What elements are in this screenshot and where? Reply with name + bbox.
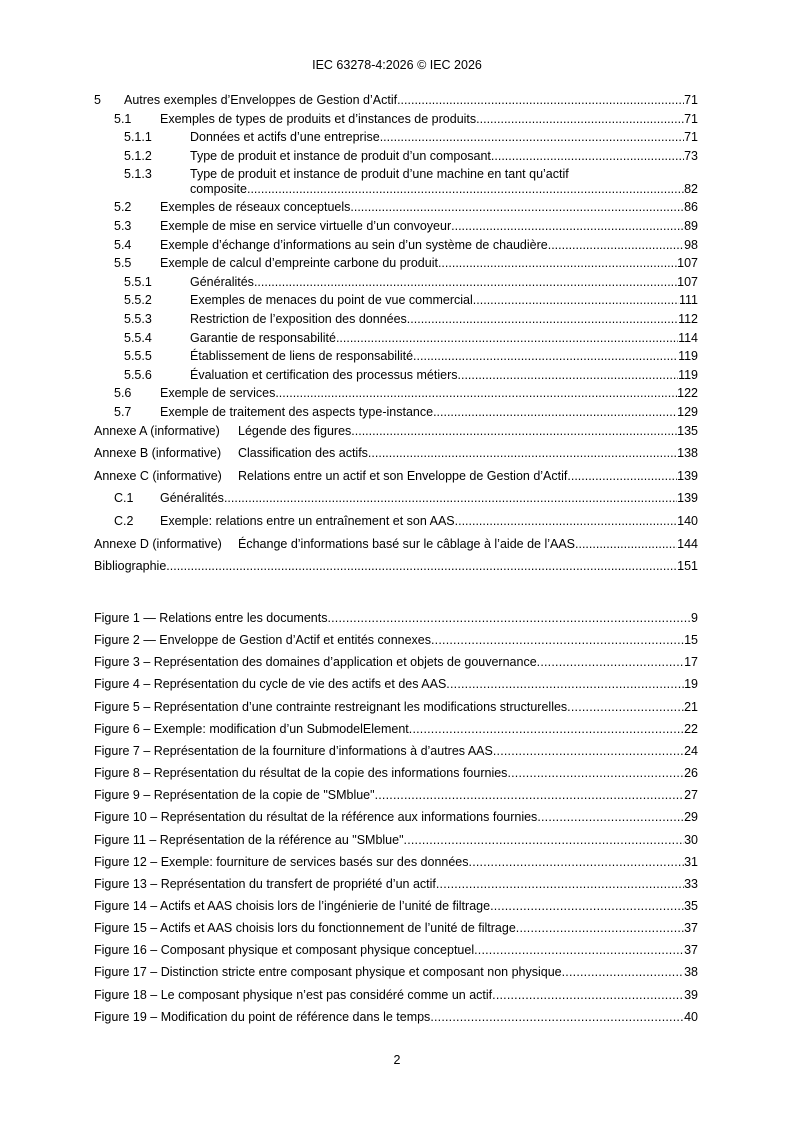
toc-entry-page: 151 (677, 559, 698, 574)
toc-entry-page: 86 (684, 200, 698, 215)
toc-entry-page: 144 (677, 536, 698, 551)
toc-entry-title: Exemple de mise en service virtuelle d’un convoyeur (160, 219, 452, 233)
figure-entry[interactable] (94, 766, 698, 781)
toc-entry[interactable] (94, 559, 698, 574)
toc-entry-page: 138 (677, 446, 698, 461)
toc-leader-dots (433, 405, 677, 420)
toc-entry-title: Relations entre un actif et son Enveloppe de Gestion d’Actif (238, 468, 568, 483)
toc-entry[interactable] (94, 275, 698, 290)
toc-entry[interactable] (94, 349, 698, 364)
toc-entry[interactable] (94, 93, 698, 108)
toc-entry[interactable] (94, 368, 698, 383)
figure-leader-dots (409, 722, 684, 737)
figure-entry[interactable] (94, 899, 698, 914)
figure-entry-title: Figure 13 – Représentation du transfert de propriété d’un actif (94, 876, 436, 891)
figure-leader-dots (537, 810, 684, 825)
toc-entry-title: Exemples de types de produits et d’instances de produits (160, 111, 477, 126)
figure-entry-title: Figure 5 – Représentation d’une contrainte restreignant les modifications structurelles (94, 699, 568, 714)
toc-entry-page: 140 (677, 514, 698, 528)
figure-entry[interactable] (94, 633, 698, 648)
toc-entry-number: Annexe B (informative) (94, 446, 222, 461)
figure-entry-title: Figure 16 – Composant physique et composant physique conceptuel (94, 943, 475, 958)
toc-entry-page: 119 (678, 367, 698, 382)
figure-entry[interactable] (94, 722, 698, 737)
toc-entry[interactable] (94, 537, 698, 552)
toc-entry-number: 5.2 (114, 200, 132, 215)
toc-entry-title: Légende des figures (238, 423, 352, 438)
toc-entry-number: 5.6 (114, 386, 132, 401)
toc-entry-page: 107 (677, 274, 698, 289)
figure-entry[interactable] (94, 943, 698, 958)
toc-entry-title: Type de produit et instance de produit d’une machine en tant qu’actif (190, 167, 569, 182)
figure-entry-title: Figure 3 – Représentation des domaines d’application et objets de gouvernance (94, 655, 537, 670)
figure-entry-title: Figure 9 – Représentation de la copie de "SMblue" (94, 788, 375, 803)
toc-leader-dots (336, 331, 678, 346)
toc-leader-dots (458, 368, 679, 383)
figure-entry-title: Figure 14 – Actifs et AAS choisis lors de l’ingénierie de l’unité de filtrage (94, 898, 491, 913)
toc-leader-dots (491, 149, 684, 164)
toc-entry-title: Généralités (190, 274, 254, 289)
figure-leader-dots (492, 988, 684, 1003)
figure-entry[interactable] (94, 611, 698, 626)
figure-leader-dots (507, 766, 684, 781)
toc-entry[interactable] (94, 312, 698, 327)
toc-entry[interactable] (94, 424, 698, 439)
toc-entry[interactable] (94, 149, 698, 164)
toc-entry-page: 122 (677, 386, 698, 401)
figure-entry-page: 22 (684, 721, 698, 736)
figure-entry-title: Figure 6 – Exemple: modification d’un SubmodelElement (94, 721, 409, 736)
toc-entry-number: Annexe C (informative) (94, 468, 222, 483)
toc-entry-title: Exemple de calcul d’empreinte carbone du produit (160, 256, 438, 271)
toc-leader-dots (224, 491, 677, 506)
figure-entry-title: Figure 17 – Distinction stricte entre composant physique et composant non physique (94, 965, 562, 980)
figure-entry-title: Figure 2 — Enveloppe de Gestion d’Actif et entités connexes (94, 633, 431, 648)
toc-entry-page: 139 (677, 491, 698, 506)
toc-leader-dots (275, 386, 677, 401)
toc-entry-title: Établissement de liens de responsabilité (190, 349, 414, 364)
toc-entry-title: Données et actifs d’une entreprise (190, 130, 380, 145)
figure-leader-dots (567, 700, 684, 715)
toc-entry-number: 5.3 (114, 219, 132, 233)
toc-entry-number: 5.1.1 (124, 130, 152, 145)
toc-leader-dots (350, 200, 684, 215)
figure-leader-dots (430, 1010, 684, 1025)
figure-leader-dots (562, 965, 684, 980)
figure-leader-dots (474, 943, 684, 958)
toc-entry[interactable] (94, 446, 698, 461)
toc-entry[interactable] (94, 112, 698, 127)
toc-entry-title: Exemple: relations entre un entraînement et son AAS (160, 514, 455, 528)
toc-entry-title: Généralités (160, 491, 224, 506)
toc-entry[interactable] (94, 491, 698, 506)
toc-entry[interactable] (94, 238, 698, 253)
figure-entry[interactable] (94, 833, 698, 848)
figure-entry-page: 38 (684, 965, 698, 980)
toc-entry[interactable] (94, 469, 698, 484)
toc-entry-page: 71 (684, 111, 698, 126)
toc-entry-title: Exemple d’échange d’informations au sein d’un système de chaudière (160, 237, 548, 252)
toc-entry[interactable] (94, 331, 698, 346)
toc-leader-dots (351, 424, 677, 439)
figure-entry-page: 21 (684, 699, 698, 714)
toc-leader-dots (380, 130, 684, 145)
toc-entry-title: Restriction de l’exposition des données (190, 312, 407, 326)
page-number: 2 (393, 1053, 401, 1067)
toc-entry-number: 5.5.5 (124, 349, 152, 364)
figure-entry-page: 40 (684, 1009, 698, 1024)
page-header: IEC 63278-4:2026 © IEC 2026 (312, 58, 482, 72)
toc-leader-dots (397, 93, 684, 108)
toc-entry-title-continued: composite (190, 182, 247, 197)
figure-leader-dots (537, 655, 684, 670)
toc-entry-page: 82 (684, 182, 698, 197)
figure-leader-dots (490, 899, 684, 914)
toc-entry[interactable] (94, 293, 698, 308)
figure-entry-title: Figure 4 – Représentation du cycle de vie des actifs et des AAS (94, 677, 447, 692)
toc-entry-title: Exemple de services (160, 386, 276, 401)
toc-entry-number: Annexe A (informative) (94, 423, 220, 438)
figure-entry-page: 30 (684, 832, 698, 847)
figure-entry-page: 31 (684, 854, 698, 869)
toc-entry[interactable] (94, 167, 698, 197)
toc-entry-title: Type de produit et instance de produit d’un composant (190, 148, 491, 163)
figure-leader-dots (493, 744, 684, 759)
toc-entry-number: 5.5.6 (124, 367, 152, 382)
figure-leader-dots (469, 855, 685, 870)
figure-entry-page: 19 (684, 677, 698, 692)
figure-entry-page: 26 (684, 766, 698, 781)
toc-entry-page: 89 (684, 219, 698, 233)
figure-entry-page: 37 (684, 921, 698, 936)
toc-entry-title: Classification des actifs (238, 446, 368, 461)
figure-entry-title: Figure 12 – Exemple: fourniture de services basés sur des données (94, 854, 469, 869)
toc-entry-page: 135 (677, 423, 698, 438)
toc-leader-dots (455, 514, 678, 529)
toc-entry-number: 5.4 (114, 237, 132, 252)
toc-entry-page: 71 (684, 130, 698, 145)
figure-entry-title: Figure 11 – Représentation de la référence au "SMblue" (94, 832, 404, 847)
toc-entry-number: C.2 (114, 514, 134, 528)
toc-entry-number: 5.5 (114, 256, 132, 271)
figure-entry-title: Figure 19 – Modification du point de référence dans le temps (94, 1009, 431, 1024)
toc-entry-number: 5.7 (114, 405, 132, 419)
toc-entry-page: 73 (684, 148, 698, 163)
figure-entry[interactable] (94, 810, 698, 825)
figure-entry-page: 15 (684, 633, 698, 648)
figure-entry[interactable] (94, 700, 698, 715)
figure-entry-title: Figure 1 — Relations entre les documents (94, 611, 328, 625)
figure-entry-page: 33 (684, 876, 698, 891)
figure-entry-page: 29 (684, 810, 698, 825)
toc-leader-dots (254, 275, 677, 290)
toc-entry-number: C.1 (114, 491, 134, 506)
figure-entry-title: Figure 8 – Représentation du résultat de la copie des informations fournies (94, 766, 508, 781)
figure-entry-title: Figure 7 – Représentation de la fourniture d’informations à d’autres AAS (94, 743, 493, 758)
toc-leader-dots (407, 312, 678, 327)
figure-entry-page: 37 (684, 943, 698, 958)
toc-entry-number: 5.5.2 (124, 293, 152, 308)
toc-entry-page: 119 (678, 349, 698, 364)
figure-entry[interactable] (94, 677, 698, 692)
toc-entry-page: 111 (678, 293, 698, 308)
toc-leader-dots (368, 446, 677, 461)
toc-leader-dots (247, 182, 684, 197)
figure-entry[interactable] (94, 921, 698, 936)
toc-leader-dots (438, 256, 677, 271)
figure-entry-page: 27 (684, 788, 698, 803)
figure-entry-page: 39 (684, 987, 698, 1002)
toc-entry-page: 114 (678, 330, 698, 345)
figure-entry[interactable] (94, 744, 698, 759)
figure-entry-title: Figure 18 – Le composant physique n’est pas considéré comme un actif (94, 987, 493, 1002)
figure-leader-dots (327, 611, 691, 626)
figure-entry[interactable] (94, 1010, 698, 1025)
toc-entry-title: Exemples de réseaux conceptuels (160, 200, 351, 215)
toc-leader-dots (476, 112, 684, 127)
figure-leader-dots (431, 633, 684, 648)
figure-entry[interactable] (94, 788, 698, 803)
figure-entry[interactable] (94, 965, 698, 980)
toc-entry-page: 129 (677, 405, 698, 419)
figure-entry-title: Figure 15 – Actifs et AAS choisis lors du fonctionnement de l’unité de filtrage (94, 921, 516, 936)
toc-entry[interactable] (94, 405, 698, 420)
toc-entry-number: 5.1 (114, 111, 132, 126)
toc-entry-number: 5 (94, 93, 101, 107)
toc-leader-dots (451, 219, 684, 234)
toc-entry-title: Autres exemples d’Enveloppes de Gestion d’Actif (124, 93, 398, 107)
figure-entry-page: 35 (684, 898, 698, 913)
toc-leader-dots (413, 349, 678, 364)
toc-entry[interactable] (94, 514, 698, 529)
toc-entry-number: 5.1.3 (124, 167, 152, 182)
figure-leader-dots (516, 921, 684, 936)
toc-entry-title: Échange d’informations basé sur le câblage à l’aide de l’AAS (238, 536, 576, 551)
toc-leader-dots (548, 238, 684, 253)
figure-entry[interactable] (94, 877, 698, 892)
toc-entry[interactable] (94, 386, 698, 401)
figure-entry-page: 17 (684, 655, 698, 670)
figure-entry[interactable] (94, 988, 698, 1003)
toc-leader-dots (567, 469, 677, 484)
toc-entry-page: 107 (677, 256, 698, 271)
figure-leader-dots (446, 677, 684, 692)
toc-entry[interactable] (94, 200, 698, 215)
toc-leader-dots (473, 293, 679, 308)
toc-entry-number: 5.5.1 (124, 274, 152, 289)
toc-entry[interactable] (94, 130, 698, 145)
figure-leader-dots (375, 788, 685, 803)
toc-entry-title: Évaluation et certification des processus métiers (190, 367, 458, 382)
toc-entry-number: 5.5.4 (124, 330, 152, 345)
toc-entry-title: Garantie de responsabilité (190, 330, 336, 345)
figure-entry-page: 24 (684, 743, 698, 758)
toc-entry-page: 98 (684, 237, 698, 252)
figure-entry[interactable] (94, 855, 698, 870)
figure-entry[interactable] (94, 655, 698, 670)
toc-entry-title: Exemple de traitement des aspects type-instance (160, 405, 434, 419)
toc-entry-number: 5.5.3 (124, 312, 152, 326)
toc-entry[interactable] (94, 219, 698, 234)
toc-entry-number: Annexe D (informative) (94, 536, 222, 551)
toc-leader-dots (575, 537, 677, 552)
toc-entry-title: Exemples de menaces du point de vue commercial (190, 293, 473, 308)
toc-entry[interactable] (94, 256, 698, 271)
toc-entry-page: 139 (677, 468, 698, 483)
toc-entry-title: Bibliographie (94, 559, 167, 574)
figure-leader-dots (404, 833, 685, 848)
figure-leader-dots (436, 877, 684, 892)
toc-entry-number: 5.1.2 (124, 148, 152, 163)
figure-entry-page: 9 (691, 611, 698, 625)
toc-leader-dots (166, 559, 677, 574)
figure-entry-title: Figure 10 – Représentation du résultat de la référence aux informations fournies (94, 810, 538, 825)
toc-entry-page: 112 (678, 312, 698, 326)
toc-entry-page: 71 (684, 93, 698, 107)
